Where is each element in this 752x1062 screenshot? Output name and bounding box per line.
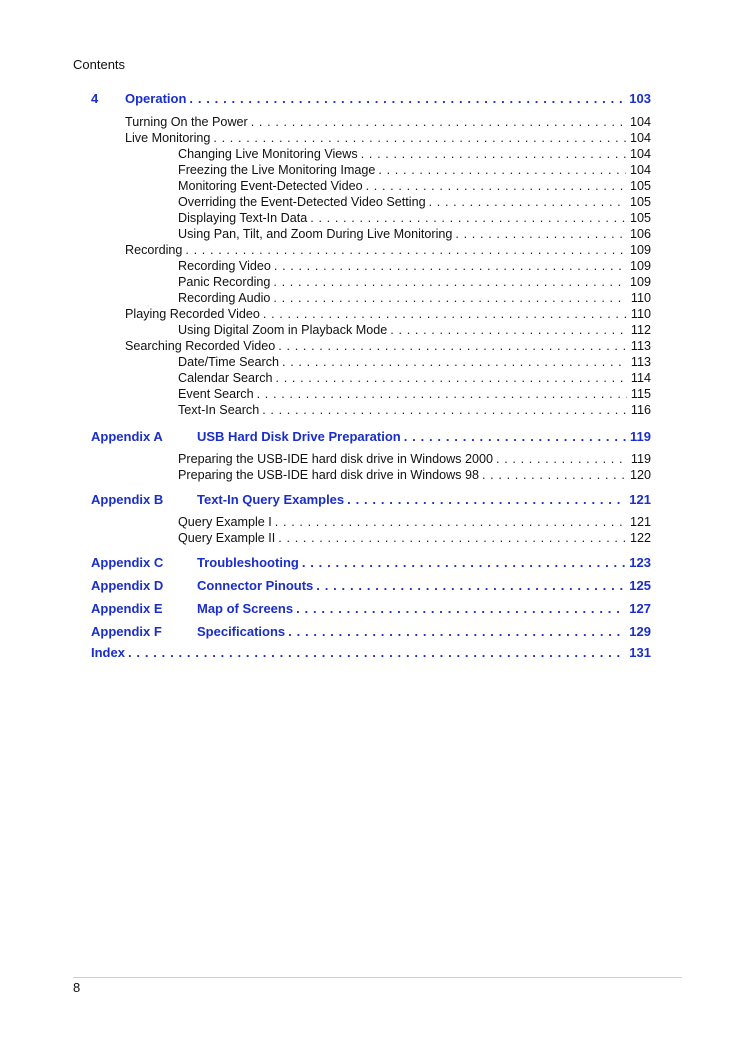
toc-entry-title: Text-In Search <box>178 403 260 417</box>
toc-entry-title: Query Example I <box>178 515 272 529</box>
toc-appendix[interactable] <box>197 429 651 445</box>
toc-entry-page: 121 <box>629 515 651 529</box>
appendix-label: Appendix F <box>91 624 162 639</box>
toc-entry-title: Displaying Text-In Data <box>178 211 308 225</box>
appendix-label: Appendix E <box>91 601 163 616</box>
dot-leader <box>302 555 625 571</box>
dot-leader <box>282 354 627 370</box>
toc-appendix[interactable] <box>197 492 651 508</box>
dot-leader <box>276 370 627 386</box>
dot-leader <box>251 114 626 130</box>
toc-entry-title: Freezing the Live Monitoring Image <box>178 163 376 177</box>
toc-appendix-title: Text-In Query Examples <box>197 492 345 507</box>
toc-entry-title: Overriding the Event-Detected Video Setting <box>178 195 426 209</box>
dot-leader <box>347 492 625 508</box>
toc-entry[interactable] <box>178 354 651 370</box>
dot-leader <box>128 645 625 661</box>
toc-entry-page: 105 <box>629 195 651 209</box>
toc-entry-title: Recording Video <box>178 259 271 273</box>
toc-appendix-page: 123 <box>629 555 651 570</box>
toc-appendix-title: Connector Pinouts <box>197 578 314 593</box>
appendix-label: Appendix A <box>91 429 163 444</box>
toc-entry-page: 113 <box>630 355 651 369</box>
dot-leader <box>404 429 626 445</box>
toc-entry-page: 120 <box>629 468 651 482</box>
toc-entry[interactable] <box>178 274 651 290</box>
toc-entry[interactable] <box>178 402 651 418</box>
toc-entry-page: 105 <box>629 179 651 193</box>
toc-entry[interactable] <box>178 162 651 178</box>
dot-leader <box>496 451 627 467</box>
toc-entry-title: Monitoring Event-Detected Video <box>178 179 363 193</box>
toc-appendix-page: 121 <box>629 492 651 507</box>
toc-appendix-title: Map of Screens <box>197 601 294 616</box>
toc-entry-title: Changing Live Monitoring Views <box>178 147 358 161</box>
dot-leader <box>278 530 626 546</box>
appendix-label: Appendix B <box>91 492 164 507</box>
toc-entry-page: 110 <box>630 291 651 305</box>
toc-entry[interactable] <box>178 467 651 483</box>
toc-entry-page: 106 <box>629 227 651 241</box>
dot-leader <box>288 624 625 640</box>
footer-divider <box>73 977 682 978</box>
toc-entry-title: Recording <box>125 243 183 257</box>
chapter-number: 4 <box>91 91 99 106</box>
toc-entry-page: 105 <box>629 211 651 225</box>
dot-leader <box>390 322 627 338</box>
toc-chapter-page: 103 <box>629 91 651 106</box>
toc-entry-page: 114 <box>630 371 651 385</box>
toc-entry[interactable] <box>125 130 651 146</box>
toc-index[interactable] <box>91 645 651 661</box>
toc-entry-page: 104 <box>629 147 651 161</box>
dot-leader <box>482 467 626 483</box>
toc-appendix-page: 129 <box>629 624 651 639</box>
dot-leader <box>262 402 627 418</box>
toc-entry-title: Recording Audio <box>178 291 271 305</box>
toc-entry-page: 113 <box>630 339 651 353</box>
toc-entry-title: Using Pan, Tilt, and Zoom During Live Monitoring <box>178 227 453 241</box>
appendix-label: Appendix C <box>91 555 164 570</box>
appendix-label: Appendix D <box>91 578 164 593</box>
toc-entry-title: Calendar Search <box>178 371 273 385</box>
toc-entry[interactable] <box>125 338 651 354</box>
toc-entry[interactable] <box>178 370 651 386</box>
toc-index-title: Index <box>91 645 125 660</box>
page-header: Contents <box>73 57 126 72</box>
dot-leader <box>361 146 626 162</box>
toc-chapter[interactable] <box>125 91 651 107</box>
toc-entry-page: 115 <box>630 387 651 401</box>
toc-entry[interactable] <box>125 306 651 322</box>
toc-entry[interactable] <box>178 210 651 226</box>
toc-entry[interactable] <box>178 290 651 306</box>
dot-leader <box>257 386 627 402</box>
dot-leader <box>455 226 626 242</box>
dot-leader <box>378 162 626 178</box>
dot-leader <box>273 274 626 290</box>
toc-entry-page: 112 <box>630 323 651 337</box>
toc-appendix-page: 127 <box>629 601 651 616</box>
dot-leader <box>310 210 626 226</box>
dot-leader <box>366 178 626 194</box>
toc-entry[interactable] <box>178 194 651 210</box>
toc-entry-page: 109 <box>629 275 651 289</box>
toc-appendix[interactable] <box>197 555 651 571</box>
toc-entry[interactable] <box>178 386 651 402</box>
toc-entry-page: 109 <box>629 243 651 257</box>
toc-entry[interactable] <box>125 114 651 130</box>
toc-entry[interactable] <box>178 146 651 162</box>
toc-entry-title: Panic Recording <box>178 275 271 289</box>
toc-entry[interactable] <box>178 451 651 467</box>
toc-entry[interactable] <box>178 322 651 338</box>
toc-entry-page: 119 <box>630 452 651 466</box>
toc-entry-page: 116 <box>630 403 651 417</box>
dot-leader <box>275 514 626 530</box>
toc-entry[interactable] <box>125 242 651 258</box>
toc-index-page: 131 <box>629 645 651 660</box>
toc-entry-page: 110 <box>630 307 651 321</box>
toc-chapter-title: Operation <box>125 91 187 106</box>
footer-page-number: 8 <box>73 980 81 995</box>
toc-appendix[interactable] <box>197 601 651 617</box>
toc-entry-title: Using Digital Zoom in Playback Mode <box>178 323 388 337</box>
dot-leader <box>278 338 627 354</box>
toc-entry[interactable] <box>178 226 651 242</box>
toc-entry-title: Event Search <box>178 387 254 401</box>
toc-appendix[interactable] <box>197 578 651 594</box>
toc-entry-page: 104 <box>629 163 651 177</box>
toc-entry-title: Preparing the USB-IDE hard disk drive in Windows 98 <box>178 468 479 482</box>
toc-entry-title: Date/Time Search <box>178 355 280 369</box>
toc-entry-page: 122 <box>629 531 651 545</box>
toc-entry-title: Live Monitoring <box>125 131 211 145</box>
dot-leader <box>316 578 625 594</box>
dot-leader <box>429 194 626 210</box>
toc-entry-title: Preparing the USB-IDE hard disk drive in Windows 2000 <box>178 452 493 466</box>
toc-appendix-title: USB Hard Disk Drive Preparation <box>197 429 401 444</box>
toc-entry-page: 109 <box>629 259 651 273</box>
toc-entry-title: Searching Recorded Video <box>125 339 276 353</box>
dot-leader <box>273 290 627 306</box>
toc-entry-title: Query Example II <box>178 531 276 545</box>
dot-leader <box>296 601 625 617</box>
toc-appendix-page: 119 <box>630 429 651 444</box>
toc-entry[interactable] <box>178 530 651 546</box>
toc-entry[interactable] <box>178 514 651 530</box>
toc-entry-page: 104 <box>629 115 651 129</box>
toc-appendix-page: 125 <box>629 578 651 593</box>
toc-entry[interactable] <box>178 258 651 274</box>
toc-entry-title: Turning On the Power <box>125 115 248 129</box>
dot-leader <box>213 130 626 146</box>
dot-leader <box>263 306 627 322</box>
dot-leader <box>274 258 626 274</box>
toc-entry-title: Playing Recorded Video <box>125 307 260 321</box>
toc-appendix[interactable] <box>197 624 651 640</box>
toc-appendix-title: Specifications <box>197 624 286 639</box>
toc-entry[interactable] <box>178 178 651 194</box>
dot-leader <box>185 242 626 258</box>
toc-entry-page: 104 <box>629 131 651 145</box>
dot-leader <box>189 91 625 107</box>
toc-appendix-title: Troubleshooting <box>197 555 299 570</box>
